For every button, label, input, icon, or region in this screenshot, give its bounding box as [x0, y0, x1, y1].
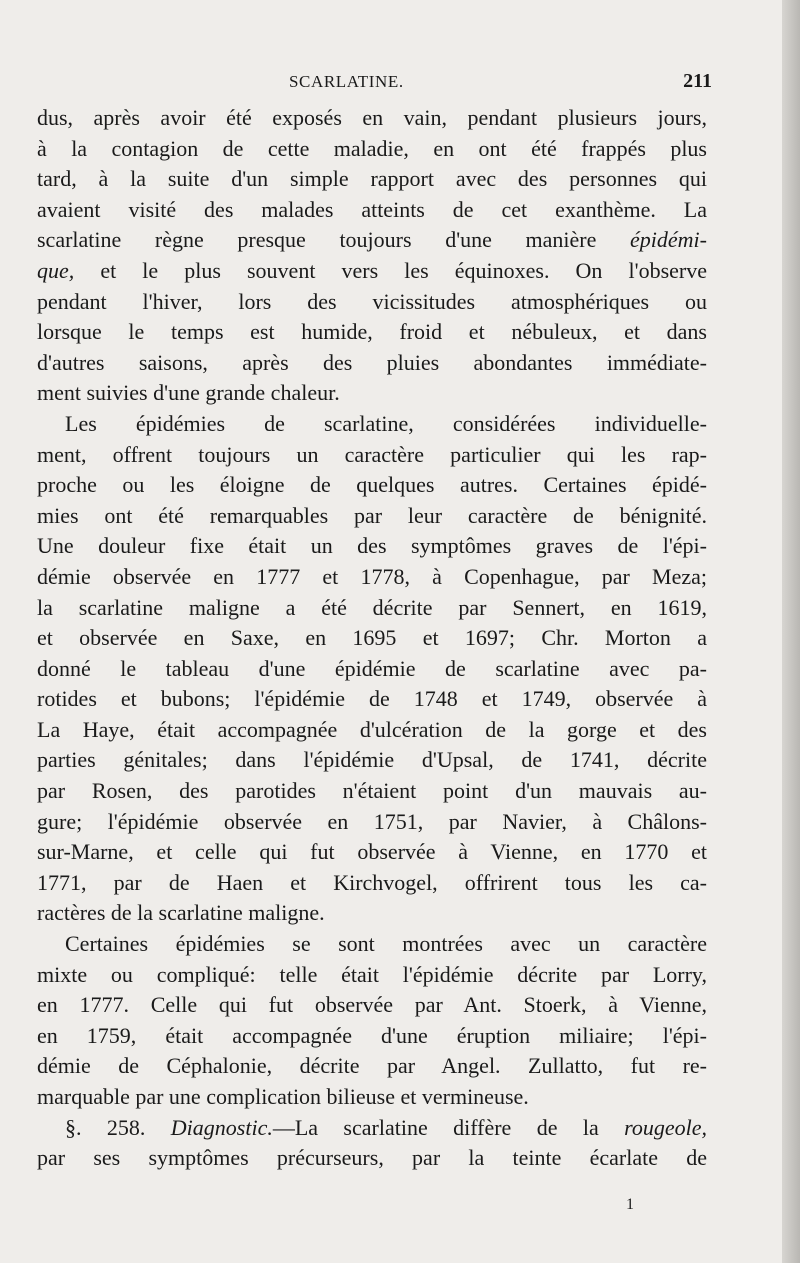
text-line	[37, 868, 707, 899]
italic-text: épidémi-	[630, 227, 707, 253]
text-run: mies ont été remarquables par leur caractère de bénignité.	[37, 502, 707, 528]
text-run: donné le tableau d'une épidémie de scarlatine avec pa-	[37, 655, 707, 681]
page-number: 211	[683, 70, 712, 92]
page-header	[42, 72, 712, 102]
text-line	[37, 409, 707, 440]
text-line	[37, 1051, 707, 1082]
text-line	[37, 623, 707, 654]
text-line	[37, 531, 707, 562]
running-head: SCARLATINE.	[289, 72, 404, 91]
text-line	[37, 654, 707, 685]
text-line	[37, 1021, 707, 1052]
text-run: Certaines épidémies se sont montrées avec un caractère	[65, 931, 707, 957]
text-line	[37, 807, 707, 838]
text-run: 1771, par de Haen et Kirchvogel, offrirent tous les ca-	[37, 869, 707, 895]
text-run: en 1759, était accompagnée d'une éruption miliaire; l'épi-	[37, 1022, 707, 1048]
text-run: d'autres saisons, après des pluies abondantes immédiate-	[37, 349, 707, 375]
text-run: sur-Marne, et celle qui fut observée à Vienne, en 1770 et	[37, 839, 707, 865]
text-line	[37, 501, 707, 532]
text-line	[37, 164, 707, 195]
page-edge-shadow	[782, 0, 800, 1263]
text-line	[37, 837, 707, 868]
text-line	[37, 745, 707, 776]
text-line	[37, 960, 707, 991]
text-run: parties génitales; dans l'épidémie d'Upsal, de 1741, décrite	[37, 747, 707, 773]
text-line	[37, 225, 707, 256]
text-line	[37, 562, 707, 593]
text-run: et le plus souvent vers les équinoxes. On l'observe	[74, 257, 707, 283]
text-line	[37, 898, 707, 929]
text-run: mixte ou compliqué: telle était l'épidémie décrite par Lorry,	[37, 961, 707, 987]
text-run: —La scarlatine diffère de la	[272, 1114, 625, 1140]
text-line	[37, 929, 707, 960]
text-line	[37, 103, 707, 134]
text-line	[37, 378, 707, 409]
body-text	[37, 103, 707, 1174]
text-line	[37, 256, 707, 287]
text-run: Une douleur fixe était un des symptômes graves de l'épi-	[37, 533, 707, 559]
text-run: ment suivies d'une grande chaleur.	[37, 380, 340, 406]
text-line	[37, 134, 707, 165]
text-run: marquable par une complication bilieuse et vermineuse.	[37, 1084, 529, 1109]
text-run: La Haye, était accompagnée d'ulcération de la gorge et des	[37, 716, 707, 742]
text-run: tard, à la suite d'un simple rapport avec des personnes qui	[37, 166, 707, 192]
text-run: rotides et bubons; l'épidémie de 1748 et 1749, observée à	[37, 686, 707, 712]
text-run: ractères de la scarlatine maligne.	[37, 900, 325, 926]
italic-text: rougeole,	[624, 1114, 708, 1140]
text-run: en 1777. Celle qui fut observée par Ant. Stoerk, à Vienne,	[37, 992, 707, 1018]
text-run: scarlatine règne presque toujours d'une manière	[37, 227, 631, 253]
text-line	[37, 684, 707, 715]
signature-mark: 1	[626, 1196, 634, 1213]
text-line	[37, 1113, 707, 1144]
text-run: avaient visité des malades atteints de cet exanthème. La	[37, 196, 707, 222]
text-line	[37, 195, 707, 226]
text-run: et observée en Saxe, en 1695 et 1697; Chr. Morton a	[37, 625, 707, 651]
text-run: lorsque le temps est humide, froid et nébuleux, et dans	[37, 319, 707, 345]
text-run: démie de Céphalonie, décrite par Angel. Zullatto, fut re-	[37, 1053, 707, 1079]
text-run: démie observée en 1777 et 1778, à Copenhague, par Meza;	[37, 563, 707, 589]
text-run: Les épidémies de scarlatine, considérées individuelle-	[65, 410, 707, 436]
text-line	[37, 287, 707, 318]
text-line	[37, 715, 707, 746]
text-run: proche ou les éloigne de quelques autres. Certaines épidé-	[37, 472, 707, 498]
text-line	[37, 348, 707, 379]
text-line	[37, 317, 707, 348]
text-run: à la contagion de cette maladie, en ont été frappés plus	[37, 135, 707, 161]
text-line	[37, 1143, 707, 1174]
text-line	[37, 776, 707, 807]
italic-text: que,	[37, 257, 75, 283]
text-run: par Rosen, des parotides n'étaient point d'un mauvais au-	[37, 778, 707, 804]
text-run: pendant l'hiver, lors des vicissitudes atmosphériques ou	[37, 288, 707, 314]
text-run: par ses symptômes précurseurs, par la teinte écarlate de	[37, 1145, 707, 1171]
text-run: dus, après avoir été exposés en vain, pendant plusieurs jours,	[37, 105, 707, 130]
text-line	[37, 440, 707, 471]
text-run: gure; l'épidémie observée en 1751, par Navier, à Châlons-	[37, 808, 707, 834]
italic-text: Diagnostic.	[170, 1114, 273, 1140]
text-line	[37, 990, 707, 1021]
text-line	[37, 1082, 707, 1113]
text-line	[37, 470, 707, 501]
text-run: ment, offrent toujours un caractère particulier qui les rap-	[37, 441, 707, 467]
text-run: la scarlatine maligne a été décrite par Sennert, en 1619,	[37, 594, 707, 620]
text-line	[37, 593, 707, 624]
text-run: §. 258.	[65, 1114, 171, 1140]
